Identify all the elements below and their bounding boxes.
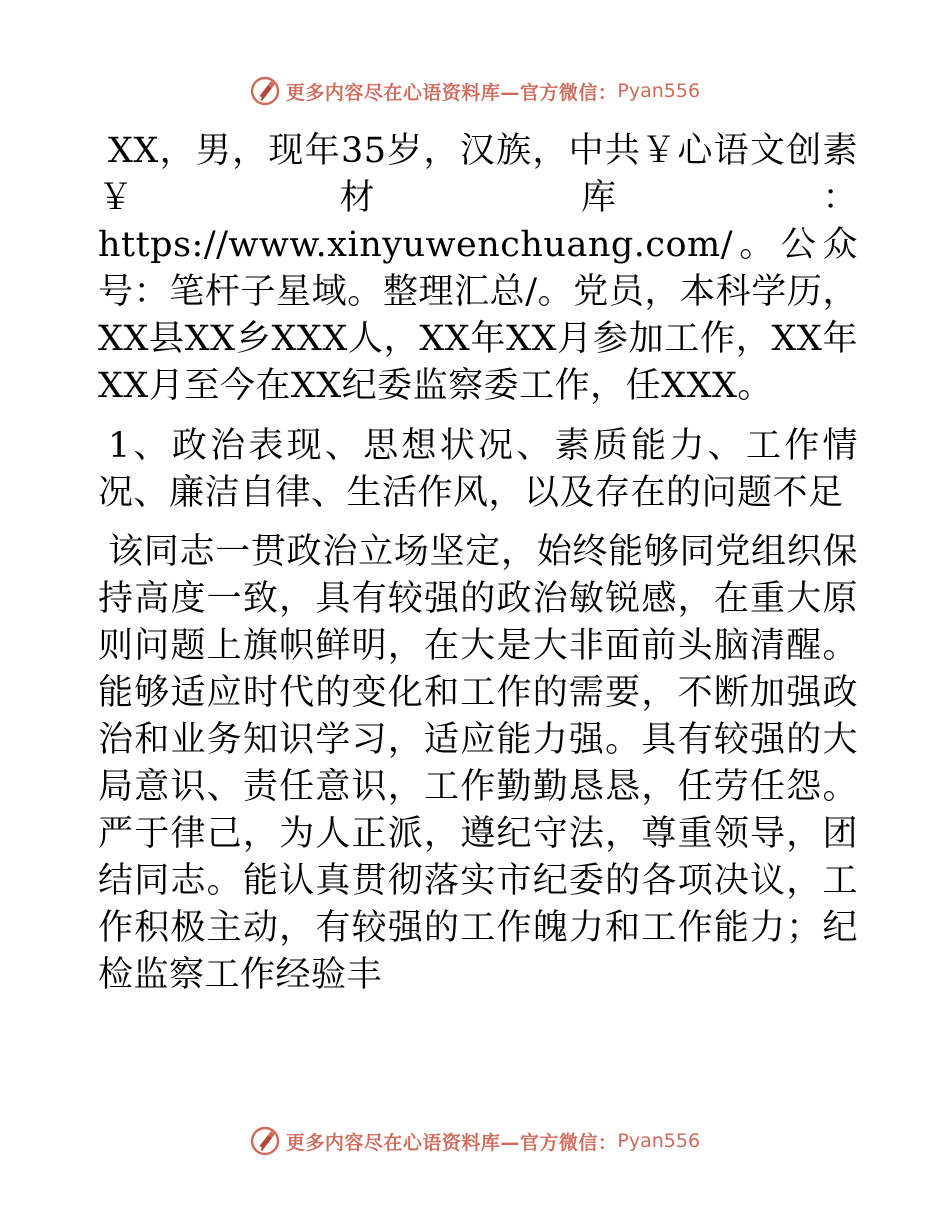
header-banner	[0, 71, 950, 111]
header-wechat-id: Pyan556	[617, 80, 701, 102]
document-body	[98, 128, 858, 999]
footer-wechat-id: Pyan556	[617, 1130, 701, 1152]
pen-circle-logo-icon	[250, 76, 280, 106]
paragraph-section-heading: 1、政治表现、思想状况、素质能力、工作情况、廉洁自律、生活作风，以及存在的问题不足	[98, 426, 858, 513]
footer-banner-text: 更多内容尽在心语资料库—官方微信：	[285, 1131, 618, 1154]
pen-circle-logo-icon	[250, 1126, 280, 1156]
paragraph-profile: XX，男，现年35岁，汉族，中共￥心语文创素￥材库：https://www.xinyuwenchuang.com/。公众号：笔杆子星域。整理汇总/。党员，本科学历，XX县XX乡XXX人，XX年XX月参加工作，XX年XX月至今在XX纪委监察委工作，任XXX。	[98, 131, 858, 406]
footer-banner	[0, 1121, 950, 1161]
header-banner-text: 更多内容尽在心语资料库—官方微信：	[285, 81, 618, 104]
paragraph-evaluation: 该同志一贯政治立场坚定，始终能够同党组织保持高度一致，具有较强的政治敏锐感，在重大原则问题上旗帜鲜明，在大是大非面前头脑清醒。能够适应时代的变化和工作的需要，不断加强政治和业务知识学习，适应能力强。具有较强的大局意识、责任意识，工作勤勤恳恳，任劳任怨。严于律己，为人正派，遵纪守法，尊重领导，团结同志。能认真贯彻落实市纪委的各项决议，工作积极主动，有较强的工作魄力和工作能力；纪检监察工作经验丰	[98, 532, 858, 995]
